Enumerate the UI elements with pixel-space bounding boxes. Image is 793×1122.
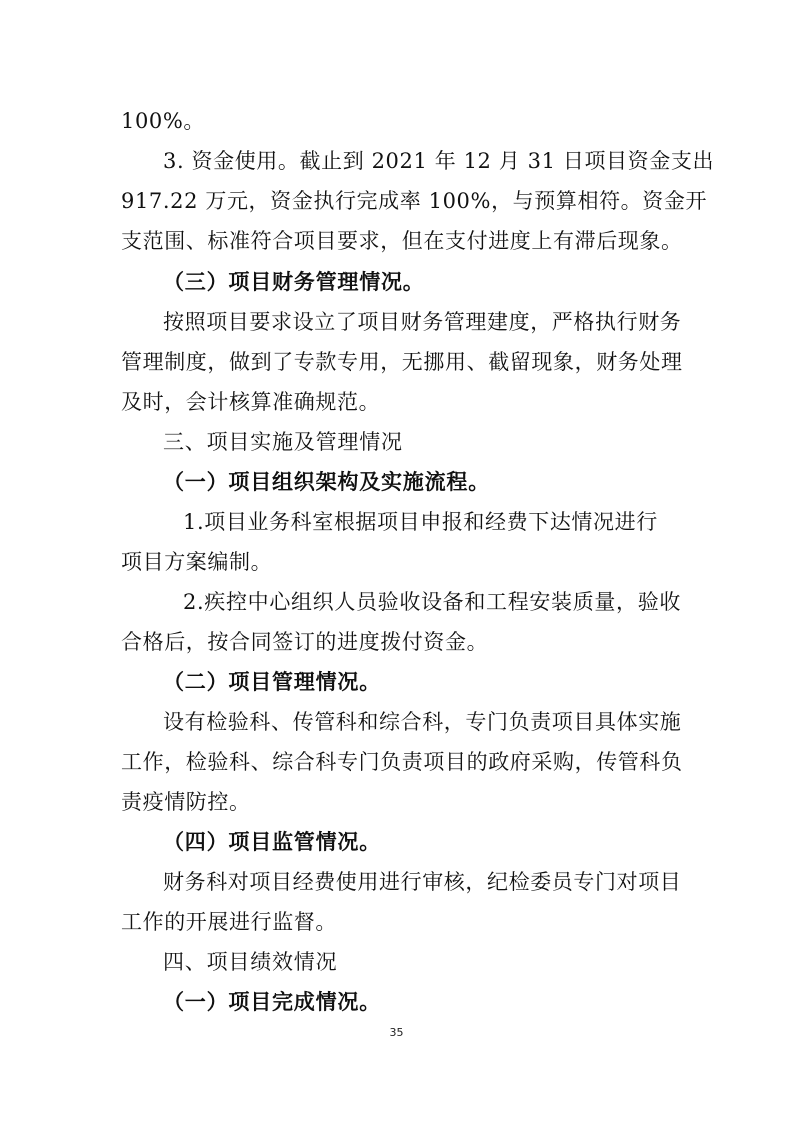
- text-line-supervision-2: 工作的开展进行监督。: [121, 910, 337, 934]
- text-line-supervision-1: 财务科对项目经费使用进行审核，纪检委员专门对项目: [163, 870, 682, 894]
- text-line-acceptance-1: 2.疾控中心组织人员验收设备和工程安装质量，验收: [183, 590, 681, 614]
- text-line-organization-1: 1.项目业务科室根据项目申报和经费下达情况进行: [183, 510, 658, 534]
- section-heading-supervision: （四）项目监管情况。: [163, 830, 381, 854]
- text-line-finance-2: 管理制度，做到了专款专用，无挪用、截留现象，财务处理: [121, 350, 683, 374]
- page-number: 35: [389, 1026, 404, 1039]
- text-line-finance-3: 及时，会计核算准确规范。: [121, 390, 381, 414]
- text-line-acceptance-2: 合格后，按合同签订的进度拨付资金。: [121, 630, 489, 654]
- section-heading-completion: （一）项目完成情况。: [163, 990, 381, 1014]
- section-heading-project-management: （二）项目管理情况。: [163, 670, 381, 694]
- text-line-fund-scope: 支范围、标准符合项目要求，但在支付进度上有滞后现象。: [121, 229, 683, 253]
- text-line-fund-usage: 3. 资金使用。截止到 2021 年 12 月 31 日项目资金支出: [163, 149, 715, 173]
- text-line-management-1: 设有检验科、传管科和综合科，专门负责项目具体实施: [163, 710, 682, 734]
- text-line-management-2: 工作，检验科、综合科专门负责项目的政府采购，传管科负: [121, 750, 683, 774]
- text-line-finance-1: 按照项目要求设立了项目财务管理建度，严格执行财务: [163, 310, 682, 334]
- section-heading-finance-management: （三）项目财务管理情况。: [163, 270, 425, 294]
- text-line-management-3: 责疫情防控。: [121, 790, 251, 814]
- chapter-heading-performance: 四、项目绩效情况: [163, 950, 338, 974]
- text-line-continuation: 100%。: [121, 109, 206, 133]
- text-line-organization-2: 项目方案编制。: [121, 550, 273, 574]
- text-line-fund-execution: 917.22 万元，资金执行完成率 100%，与预算相符。资金开: [121, 189, 708, 213]
- chapter-heading-implementation: 三、项目实施及管理情况: [163, 430, 403, 454]
- section-heading-organization: （一）项目组织架构及实施流程。: [163, 470, 490, 494]
